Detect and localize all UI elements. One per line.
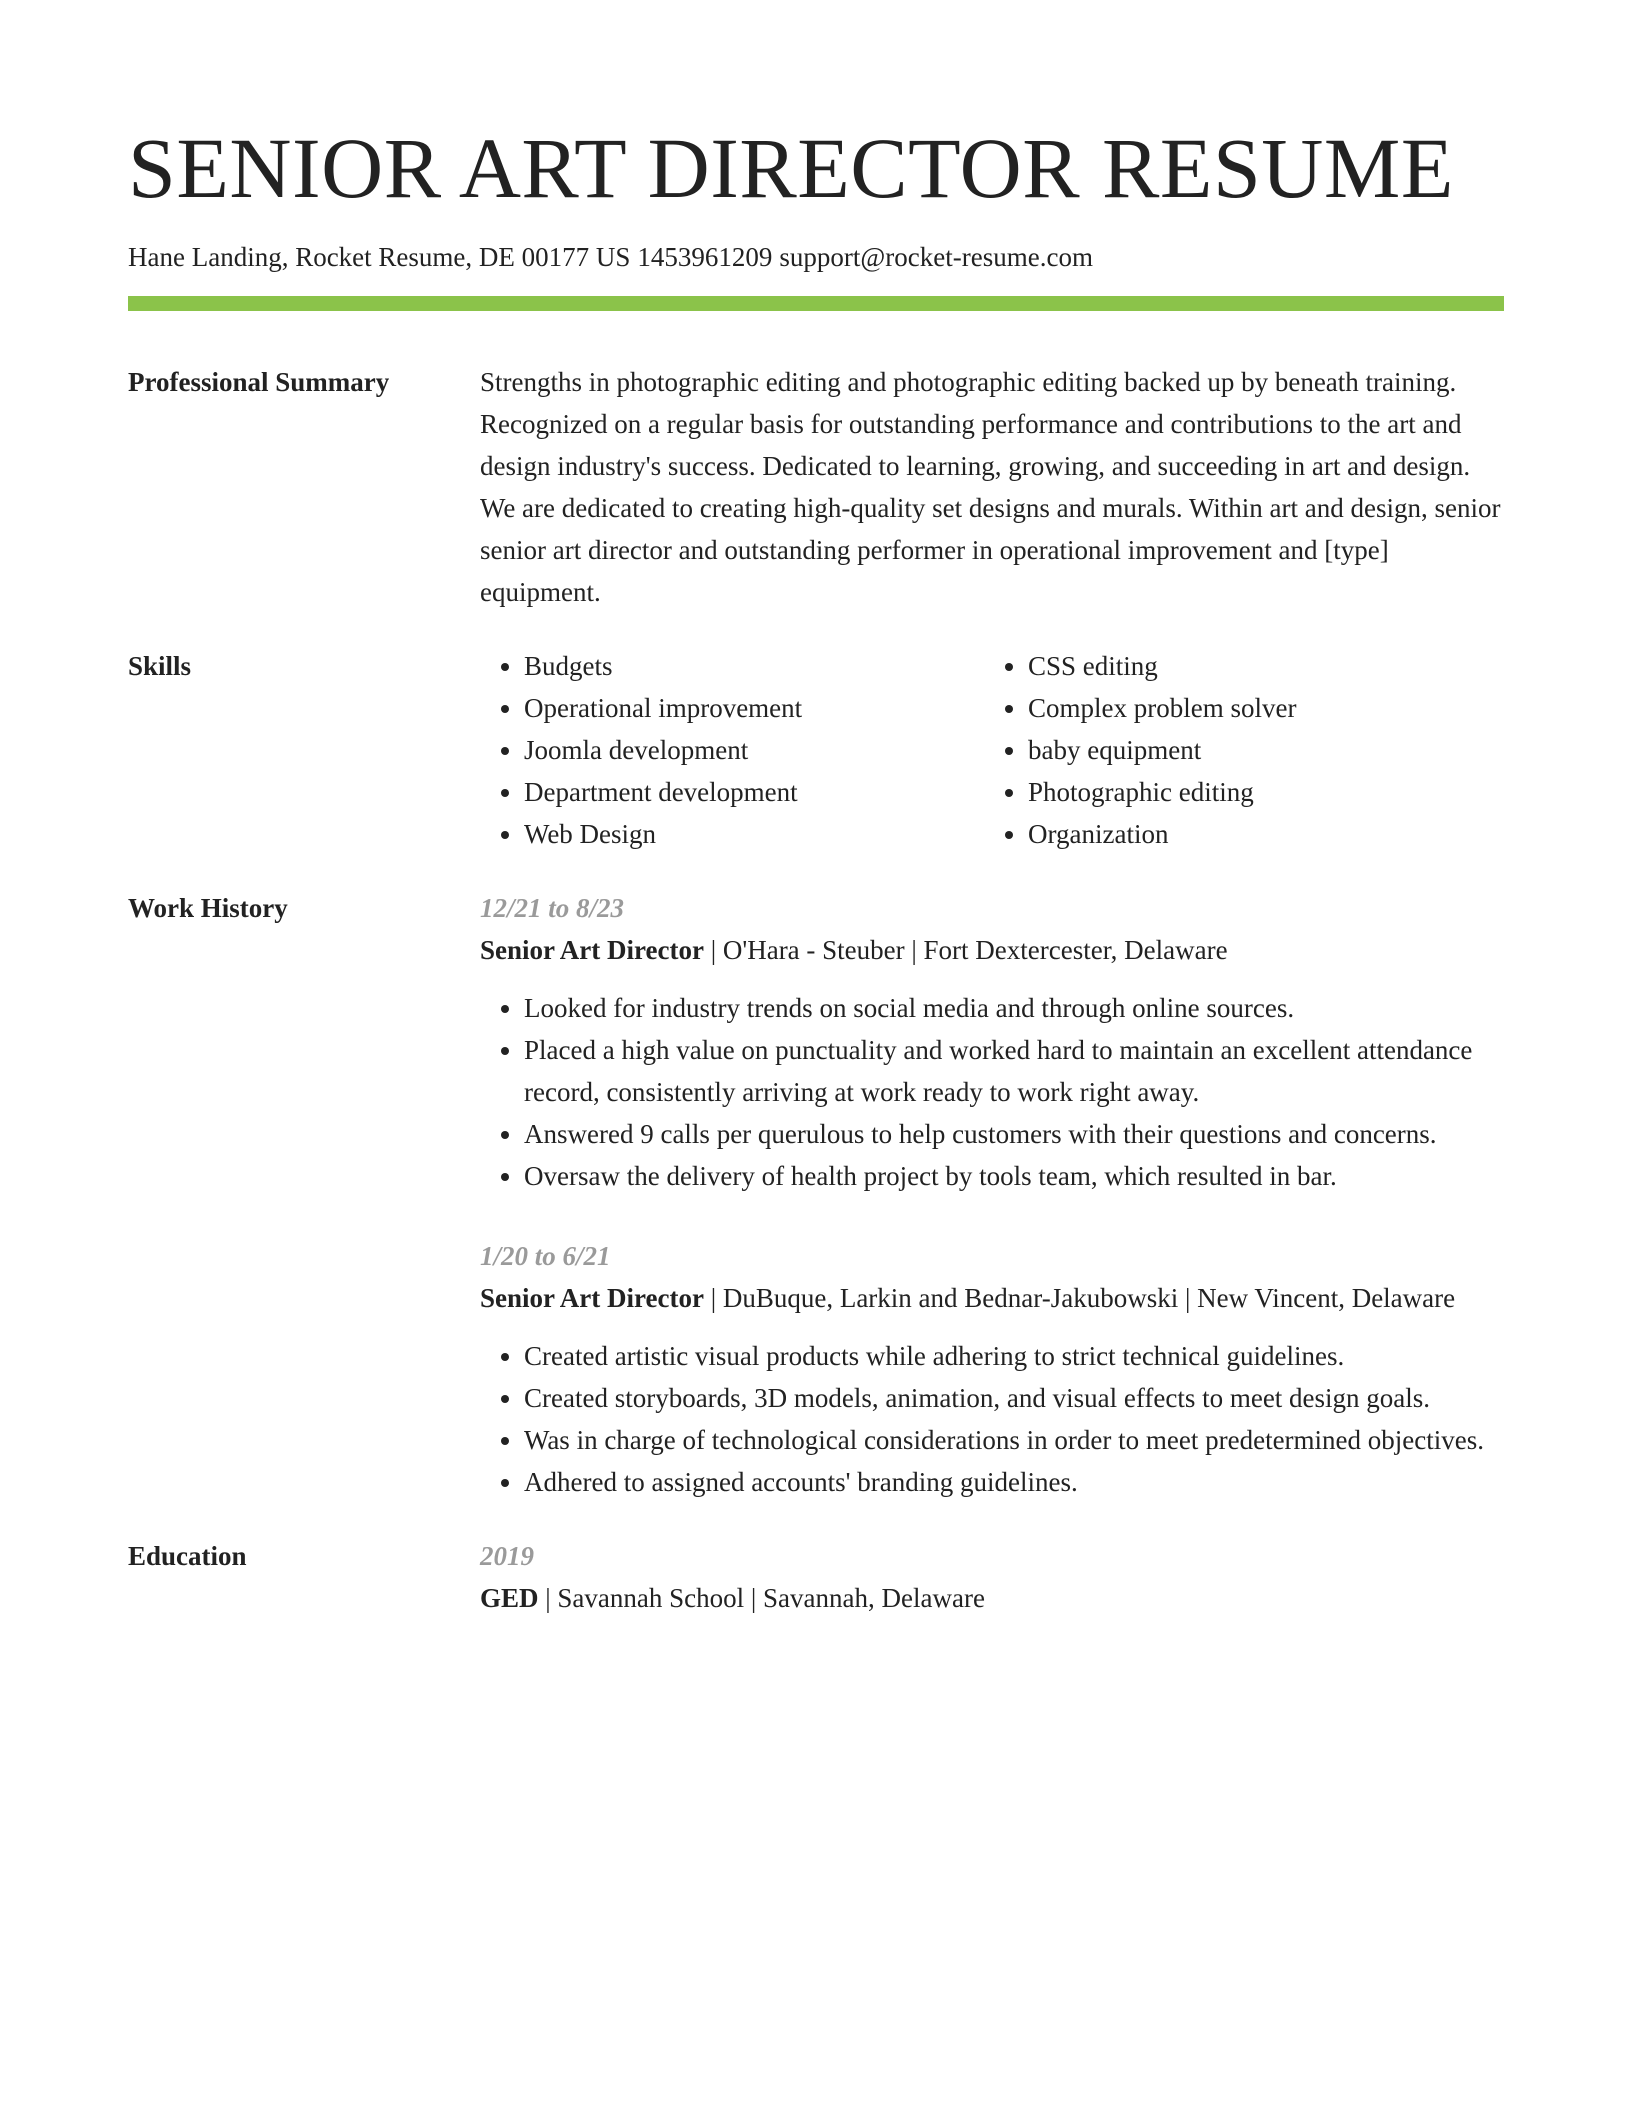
work-history-heading: Work History [128, 893, 288, 923]
skill-item: • Complex problem solver [1028, 687, 1488, 729]
summary-text: Strengths in photographic editing and photographic editing backed up by beneath training. Recognized on a regular basis for outstanding performance and contributions to the art and design industry's success. Dedicated to learning, growing, and succeeding in art and design. We are dedicated to creating high-quality set designs and murals. Within art and design, senior senior art director and outstanding performer in operational improvement and [type] equipment. [480, 367, 1501, 607]
job-bullet: • Adhered to assigned accounts' branding guidelines. [524, 1461, 1504, 1503]
education-heading: Education [128, 1541, 247, 1571]
education-degree: GED [480, 1583, 539, 1613]
contact-line [128, 240, 1504, 274]
skill-item: • Budgets [524, 645, 984, 687]
job-bullet: • Oversaw the delivery of health project by tools team, which resulted in bar. [524, 1155, 1504, 1197]
skills-heading: Skills [128, 651, 192, 681]
header-divider [128, 296, 1504, 311]
contact-address: Hane Landing, Rocket Resume, DE 00177 US [128, 242, 631, 272]
education-year: 2019 [480, 1541, 534, 1571]
skills-column-1 [480, 645, 984, 855]
skills-body [480, 645, 1504, 855]
job-bullet: • Created artistic visual products while adhering to strict technical guidelines. [524, 1335, 1504, 1377]
work-history-body [480, 887, 1504, 1503]
education-line [480, 1577, 1504, 1619]
job-bullet: • Looked for industry trends on social media and through online sources. [524, 987, 1504, 1029]
skill-item: • Web Design [524, 813, 984, 855]
skill-item: • Department development [524, 771, 984, 813]
education-details: | Savannah School | Savannah, Delaware [538, 1583, 985, 1613]
job-bullets [480, 1335, 1504, 1503]
contact-email: support@rocket-resume.com [779, 242, 1093, 272]
resume-title: SENIOR ART DIRECTOR RESUME [128, 120, 1454, 216]
skill-item: • Joomla development [524, 729, 984, 771]
job-role-line [480, 929, 1504, 971]
job-details: | DuBuque, Larkin and Bednar-Jakubowski | New Vincent, Delaware [703, 1283, 1456, 1313]
job-bullet: • Created storyboards, 3D models, animation, and visual effects to meet design goals. [524, 1377, 1504, 1419]
skill-item: • Photographic editing [1028, 771, 1488, 813]
job-dates: 1/20 to 6/21 [480, 1241, 611, 1271]
job-bullets [480, 987, 1504, 1197]
skill-item: • Operational improvement [524, 687, 984, 729]
skill-item: • Organization [1028, 813, 1488, 855]
job-role-line [480, 1277, 1504, 1319]
job-bullet: • Placed a high value on punctuality and worked hard to maintain an excellent attendance record, consistently arriving at work ready to work right away. [524, 1029, 1504, 1113]
education-body [480, 1535, 1504, 1619]
job-bullet: • Answered 9 calls per querulous to help customers with their questions and concerns. [524, 1113, 1504, 1155]
work-history-section [128, 887, 1504, 1503]
skill-item: • CSS editing [1028, 645, 1488, 687]
summary-heading: Professional Summary [128, 367, 390, 397]
job-dates: 12/21 to 8/23 [480, 893, 625, 923]
skill-item: • baby equipment [1028, 729, 1488, 771]
job-details: | O'Hara - Steuber | Fort Dextercester, Delaware [703, 935, 1228, 965]
skills-section [128, 645, 1504, 855]
job-entry [480, 887, 1504, 1197]
job-bullet: • Was in charge of technological considerations in order to meet predetermined objectives. [524, 1419, 1504, 1461]
job-entry [480, 1235, 1504, 1503]
summary-section [128, 361, 1504, 613]
skills-grid [480, 645, 1504, 855]
resume-page [128, 118, 1504, 1619]
skills-column-2 [984, 645, 1488, 855]
job-title: Senior Art Director [480, 1283, 704, 1313]
job-title: Senior Art Director [480, 935, 704, 965]
education-section [128, 1535, 1504, 1619]
contact-phone: 1453961209 [637, 242, 773, 272]
